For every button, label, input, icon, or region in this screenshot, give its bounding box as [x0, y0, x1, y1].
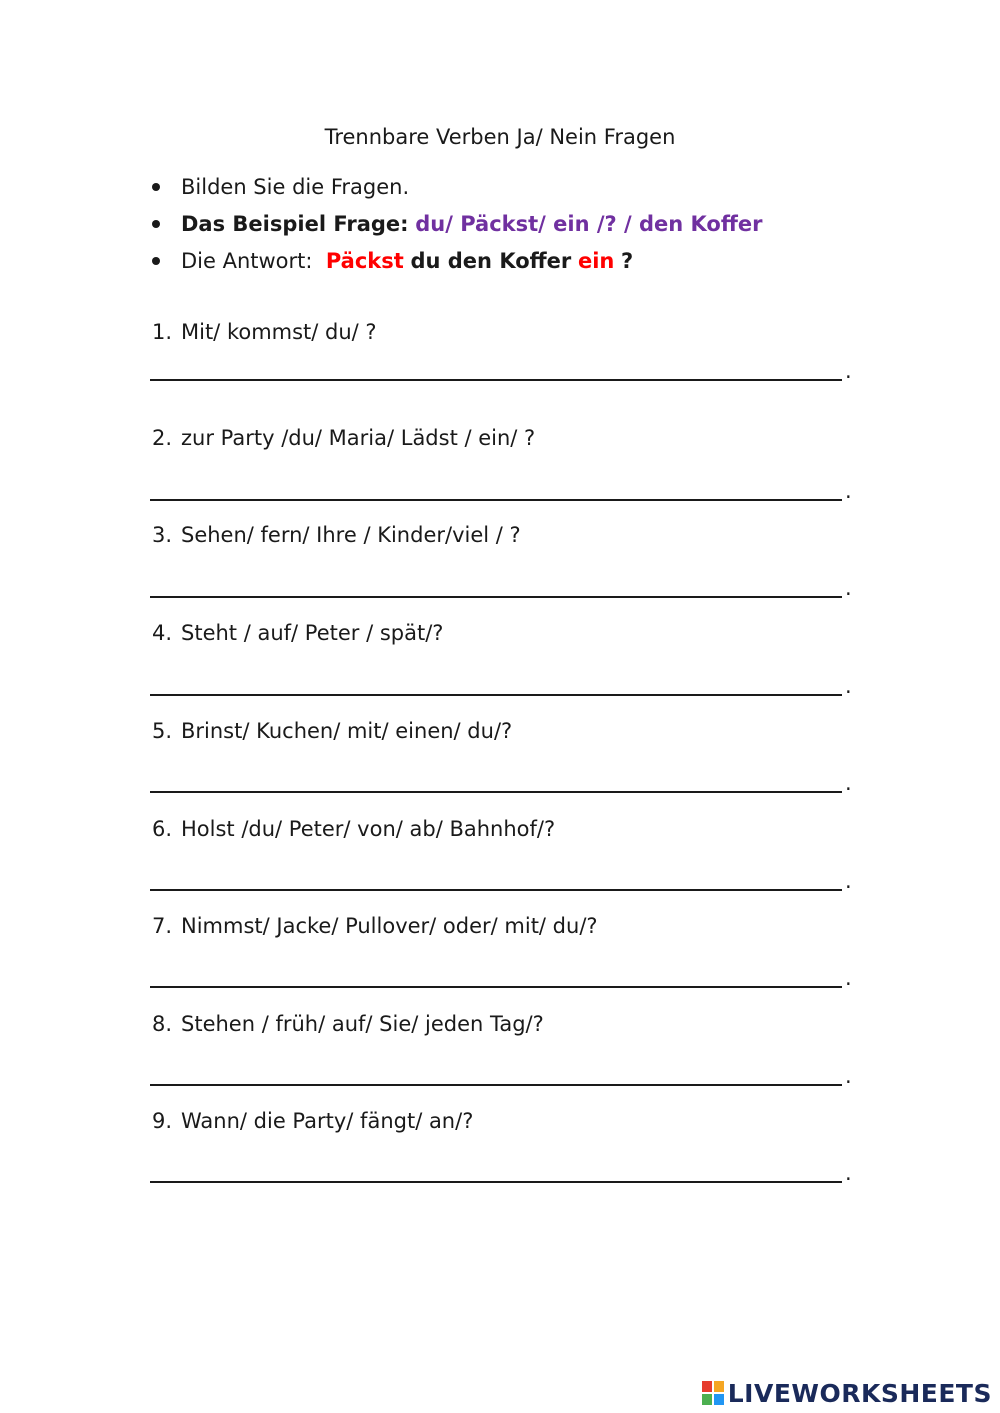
logo-square-icon — [702, 1394, 712, 1405]
answer-period: . — [845, 1064, 852, 1088]
instructions-list — [150, 172, 762, 283]
page-title: Trennbare Verben Ja/ Nein Fragen — [324, 125, 676, 149]
example-words: du/ Päckst/ ein /? / den Koffer — [415, 212, 763, 236]
question-text: Sehen/ fern/ Ihre / Kinder/viel / ? — [181, 523, 521, 547]
exercise-item — [150, 1009, 860, 1088]
answer-input-line[interactable] — [150, 1181, 842, 1183]
answer-input-line[interactable] — [150, 986, 842, 988]
question-number: 1. — [152, 320, 173, 344]
question-line — [150, 520, 860, 550]
question-text: Wann/ die Party/ fängt/ an/? — [181, 1109, 474, 1133]
exercise-item — [150, 814, 860, 893]
answer-middle: du den Koffer — [410, 249, 572, 273]
bullet-icon — [152, 183, 160, 191]
question-number: 5. — [152, 719, 173, 743]
exercise-item — [150, 618, 860, 698]
logo-mark-icon — [702, 1381, 724, 1405]
answer-prefix: ein — [577, 249, 615, 273]
question-text: Steht / auf/ Peter / spät/? — [181, 621, 444, 645]
question-number: 2. — [152, 426, 173, 450]
question-number: 3. — [152, 523, 173, 547]
logo-square-icon — [714, 1394, 724, 1405]
instruction-example — [150, 209, 762, 239]
answer-period: . — [845, 966, 852, 990]
answer-input-line[interactable] — [150, 1084, 842, 1086]
question-text: zur Party /du/ Maria/ Lädst / ein/ ? — [181, 426, 536, 450]
exercise-item — [150, 423, 860, 503]
answer-period: . — [845, 576, 852, 600]
instruction-task-text: Bilden Sie die Fragen. — [181, 175, 410, 199]
answer-period: . — [845, 869, 852, 893]
answer-input-line[interactable] — [150, 379, 842, 381]
question-number: 9. — [152, 1109, 173, 1133]
question-text: Brinst/ Kuchen/ mit/ einen/ du/? — [181, 719, 513, 743]
answer-verb: Päckst — [325, 249, 404, 273]
logo-text: LIVEWORKSHEETS — [727, 1378, 992, 1408]
answer-input-line[interactable] — [150, 791, 842, 793]
instruction-answer — [150, 246, 762, 276]
question-line — [150, 423, 860, 453]
exercise-item — [150, 911, 860, 990]
answer-period: . — [845, 479, 852, 503]
answer-input-line[interactable] — [150, 889, 842, 891]
answer-input-line[interactable] — [150, 694, 842, 696]
question-line — [150, 618, 860, 648]
logo-square-icon — [714, 1381, 724, 1392]
bullet-icon — [152, 220, 160, 228]
answer-period: . — [845, 674, 852, 698]
answer-period: . — [845, 359, 852, 383]
answer-label: Die Antwort: — [181, 249, 313, 273]
question-line — [150, 1106, 860, 1136]
question-line — [150, 716, 860, 746]
question-number: 8. — [152, 1012, 173, 1036]
answer-end: ? — [621, 249, 634, 273]
logo-square-icon — [702, 1381, 712, 1392]
question-line — [150, 814, 860, 844]
question-number: 6. — [152, 817, 173, 841]
instruction-task — [150, 172, 762, 202]
question-line — [150, 317, 860, 347]
question-number: 4. — [152, 621, 173, 645]
answer-input-line[interactable] — [150, 499, 842, 501]
liveworksheets-logo[interactable] — [702, 1379, 992, 1407]
bullet-icon — [152, 257, 160, 265]
answer-period: . — [845, 1161, 852, 1185]
question-number: 7. — [152, 914, 173, 938]
question-text: Stehen / früh/ auf/ Sie/ jeden Tag/? — [181, 1012, 544, 1036]
example-label: Das Beispiel Frage: — [181, 212, 409, 236]
question-text: Nimmst/ Jacke/ Pullover/ oder/ mit/ du/? — [181, 914, 598, 938]
question-text: Mit/ kommst/ du/ ? — [181, 320, 377, 344]
exercise-item — [150, 520, 860, 600]
question-line — [150, 911, 860, 941]
exercise-item — [150, 1106, 860, 1185]
question-line — [150, 1009, 860, 1039]
exercise-item — [150, 317, 860, 383]
exercise-item — [150, 716, 860, 795]
answer-period: . — [845, 771, 852, 795]
answer-input-line[interactable] — [150, 596, 842, 598]
question-text: Holst /du/ Peter/ von/ ab/ Bahnhof/? — [181, 817, 556, 841]
